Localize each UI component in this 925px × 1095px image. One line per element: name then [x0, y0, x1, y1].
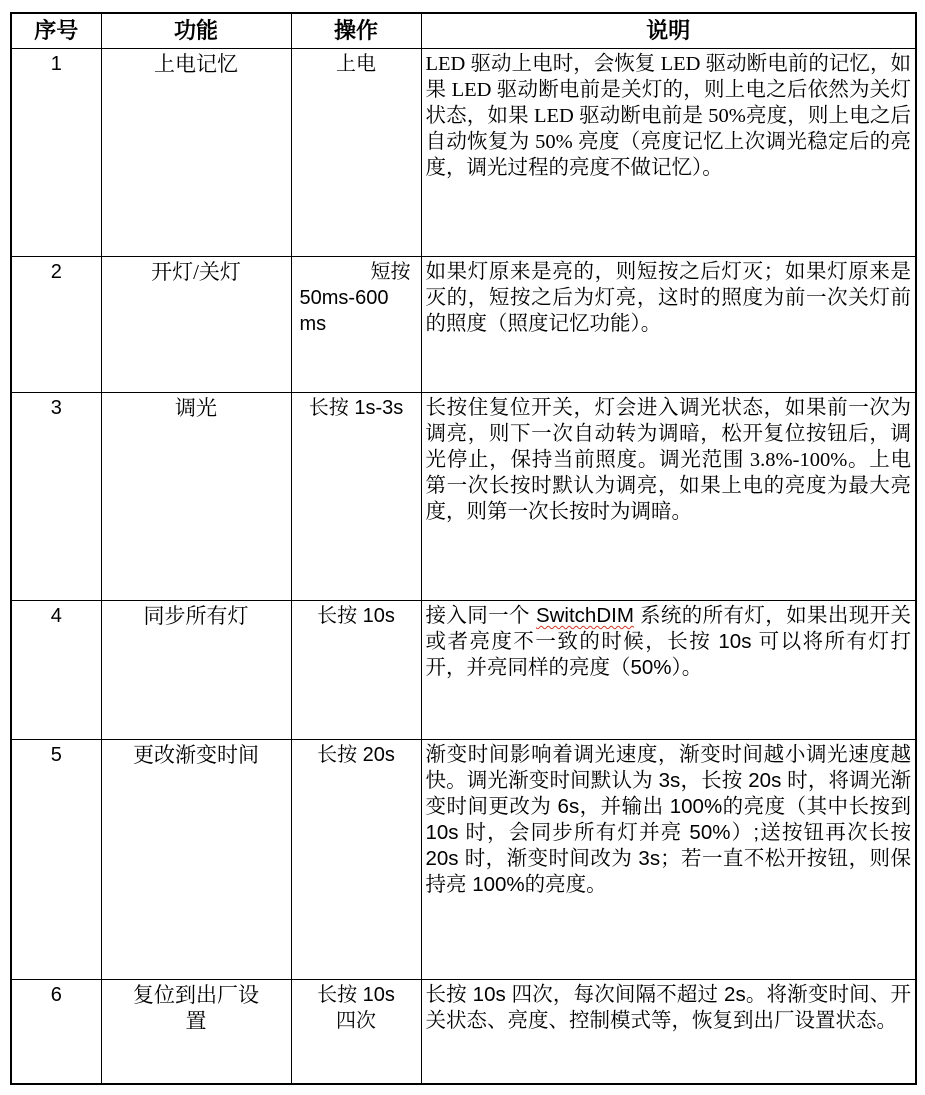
description-text: 如果灯原来是亮的，则短按之后灯灭；如果灯原来是灭的，短按之后为灯亮，这时的照度为前一次关灯前的照度（照度记忆功能）。: [425, 261, 911, 335]
table-row: [11, 601, 916, 740]
operation-text: 短按: [370, 261, 411, 283]
row-index: 4: [11, 601, 101, 740]
function-table: [10, 12, 917, 1085]
row-index: 5: [11, 740, 101, 980]
row-index: 3: [11, 393, 101, 601]
description-text: 接入同一个: [425, 604, 536, 627]
row-description: [421, 601, 916, 740]
function-text: 上电记忆: [154, 52, 238, 76]
header-description: 说明: [421, 13, 916, 49]
description-text: 系统的所有灯，如果出现开关或者亮度不一致的时候，长按 10s 可以将所有灯打开，并亮同样的亮度（50%）。: [425, 604, 911, 679]
operation-text: 长按 20s: [317, 744, 395, 766]
table-row: [11, 257, 916, 393]
row-description: [421, 393, 916, 601]
operation-text: 四次: [336, 1010, 376, 1032]
operation-text: 50ms-600: [299, 287, 389, 309]
header-operation: 操作: [291, 13, 421, 49]
row-function: [101, 49, 291, 257]
row-function: [101, 980, 291, 1084]
row-operation: [291, 740, 421, 980]
function-text: 调光: [175, 396, 217, 420]
operation-text: 上电: [336, 53, 376, 75]
row-function: [101, 393, 291, 601]
function-text: 开灯/关灯: [151, 260, 241, 284]
row-operation: [291, 257, 421, 393]
description-text: 长按 10s 四次，每次间隔不超过 2s。将渐变时间、开关状态、亮度、控制模式等，恢复到出厂设置状态。: [425, 983, 911, 1032]
row-index: 1: [11, 49, 101, 257]
table-row: [11, 980, 916, 1084]
function-text: 复位到出厂设: [133, 983, 259, 1007]
row-index: 6: [11, 980, 101, 1084]
function-text: 置: [185, 1009, 207, 1033]
operation-text: ms: [299, 313, 327, 335]
row-description: [421, 49, 916, 257]
row-index: 2: [11, 257, 101, 393]
header-index: 序号: [11, 13, 101, 49]
description-text: LED 驱动上电时，会恢复 LED 驱动断电前的记忆，如果 LED 驱动断电前是关灯的，则上电之后依然为关灯状态，如果 LED 驱动断电前是 50%亮度，则上电之后自动恢复为 50% 亮度（亮度记忆上次调光稳定后的亮度，调光过程的亮度不做记忆）。: [425, 53, 911, 179]
row-operation: [291, 49, 421, 257]
row-description: [421, 257, 916, 393]
spellcheck-word: SwitchDIM: [535, 604, 634, 627]
row-description: [421, 980, 916, 1084]
table-row: [11, 393, 916, 601]
function-text: 同步所有灯: [143, 604, 249, 628]
row-function: [101, 601, 291, 740]
row-operation: [291, 980, 421, 1084]
function-text: 更改渐变时间: [133, 743, 259, 767]
row-function: [101, 740, 291, 980]
operation-text: 长按 10s: [317, 605, 395, 627]
row-function: [101, 257, 291, 393]
table-row: [11, 740, 916, 980]
table-header-row: [11, 13, 916, 49]
description-text: 渐变时间影响着调光速度，渐变时间越小调光速度越快。调光渐变时间默认为 3s，长按 20s 时，将调光渐变时间更改为 6s，并输出 100%的亮度（其中长按到 10s 时，会同步所有灯并亮 50%）;送按钮再次长按 20s 时，渐变时间改为 3s；若一直不松开按钮，则保持亮 100%的亮度。: [425, 743, 911, 896]
operation-text: 长按 1s-3s: [308, 397, 404, 419]
operation-text: 长按 10s: [317, 984, 395, 1006]
row-operation: [291, 393, 421, 601]
description-text: 长按住复位开关，灯会进入调光状态，如果前一次为调亮，则下一次自动转为调暗，松开复位按钮后，调光停止，保持当前照度。调光范围 3.8%-100%。上电第一次长按时默认为调亮，如果上电的亮度为最大亮度，则第一次长按时为调暗。: [425, 397, 911, 523]
row-operation: [291, 601, 421, 740]
table-row: [11, 49, 916, 257]
row-description: [421, 740, 916, 980]
header-function: 功能: [101, 13, 291, 49]
